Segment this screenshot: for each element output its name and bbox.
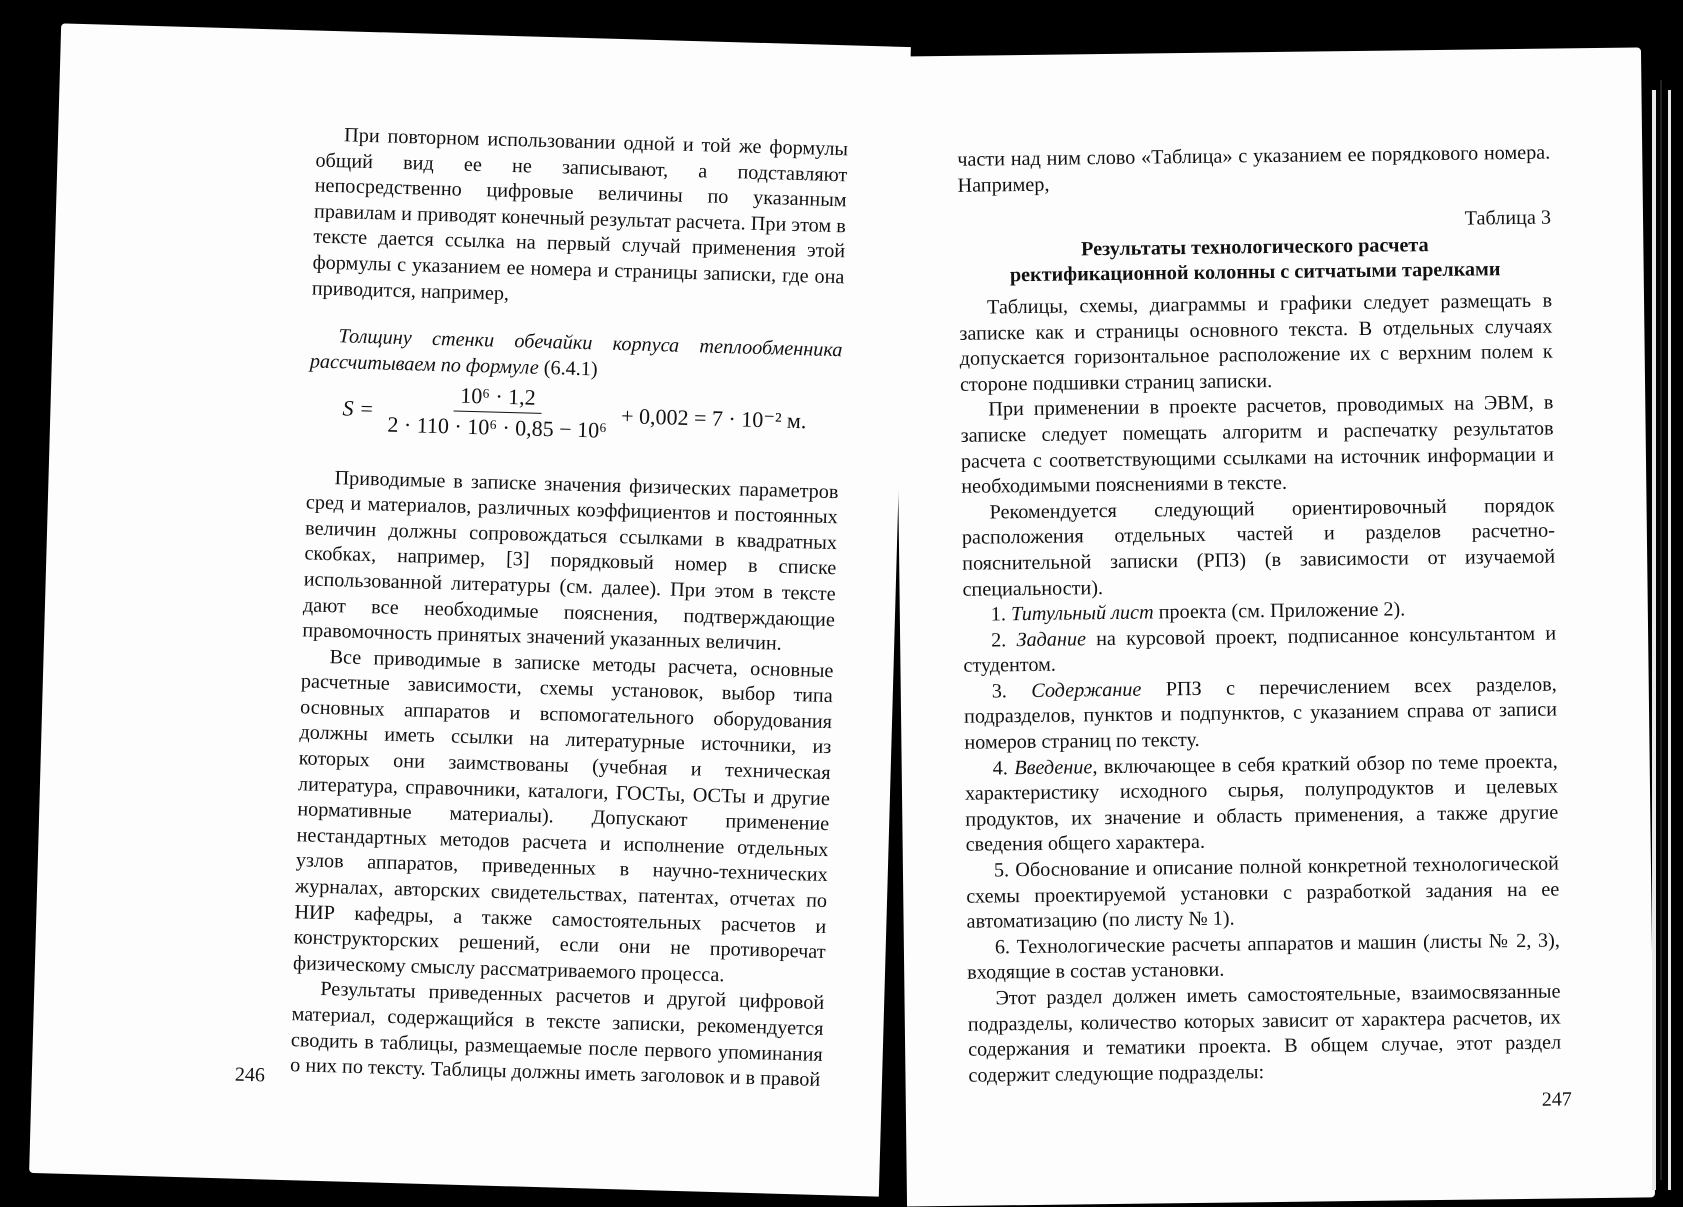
list-item-number: 2.: [991, 628, 1007, 652]
list-item-text: Обоснование и описание полной конкретной технологической схемы проектируемой установки с разработкой задания на ее автоматизацию (по листу № 1).: [966, 852, 1560, 933]
paragraph: Приводимые в записке значения физических параметров сред и материалов, различных коэффициентов и постоянных величин должны сопровождаться ссылками в квадратных скобках, например, [3] порядковый номер в списке использованной литературы (см. далее). При этом в тексте дают все необходимые пояснения, подтверждающие правомочность принятых значений указанных величин.: [302, 466, 839, 655]
formula-rhs: + 0,002 = 7 · 10⁻² м.: [620, 402, 807, 433]
page-number: 246: [234, 1063, 266, 1087]
list-item-number: 3.: [991, 680, 1008, 703]
list-item-number: 6.: [994, 936, 1011, 959]
list-item-number: 4.: [992, 756, 1008, 780]
table-label: Таблица 3: [1464, 206, 1552, 230]
paragraph: Все приводимые в записке методы расчета, основные расчетные зависимости, схемы установок, выбор типа основных аппаратов и вспомогательного оборудования должны иметь ссылки на литературные источники, из которых они заимствованы (учебная и техническая литература, справочники, каталоги, ГОСТы, ОСТы и другие нормативные материалы). Допускают применение нестандартных методов расчета и исполнение отдельных узлов аппаратов, приведенных в научно-технических журналах, авторских свидетельствах, патентах, отчетах по НИР кафедры, а также самостоятельных расчетов и конструкторских решений, если они не противоречат физическому смыслу рассматриваемого процесса.: [292, 645, 834, 987]
page-edge: [1652, 90, 1656, 1190]
list-item: [967, 928, 1561, 986]
paragraph: Таблицы, схемы, диаграммы и графики следует размещать в записке как и страницы основного текста. В отдельных случаях допускается горизонтальное расположение их с верхним полем к стороне подшивки страниц записки.: [959, 289, 1553, 396]
list-item-title: Титульный лист: [1010, 601, 1154, 626]
list-item-title: Введение: [1014, 755, 1093, 779]
formula-intro-italic: Толщину стенки обечайки корпуса теплообменника рассчитываем по формуле: [309, 325, 843, 379]
paragraph: Рекомендуется следующий ориентировочный порядок расположения отдельных частей и разделов расчетно-пояснительной записки (РПЗ) (в зависимости от изучаемой специальности).: [961, 494, 1556, 601]
list-item-text: Технологические расчеты аппаратов и машин (листы № 2, 3), входящие в состав установки.: [967, 929, 1560, 985]
table-title: [958, 231, 1552, 289]
page-edge: [1668, 90, 1671, 1190]
formula-numerator: 10⁶ · 1,2: [454, 383, 542, 414]
paragraph: части над ним слово «Таблица» с указанием ее порядкового номера. Например,: [957, 141, 1551, 197]
right-text-column: [957, 141, 1561, 1090]
list-item-number: 1.: [990, 603, 1007, 626]
table-title-line: ректификационной колонны с ситчатыми тарелками: [1009, 258, 1501, 287]
paragraph: Результаты приведенных расчетов и другой цифровой материал, содержащийся в тексте записки, рекомендуется сводить в таблицы, размещаемые после первого упоминания о них по тексту. Таблицы должны иметь заголовок и в правой: [289, 978, 825, 1092]
page-edge-shadow: [1660, 80, 1662, 1180]
list-item-number: 5.: [993, 859, 1010, 882]
formula-ref: (6.4.1): [543, 356, 598, 381]
list-item-text: , включающее в себя краткий обзор по теме проекта, характеристику исходного сырья, полупродуктов и целевых продуктов, их значение и область применения, а также другие сведения общего характера.: [964, 750, 1559, 857]
paragraph: Этот раздел должен иметь самостоятельные, взаимосвязанные подразделы, количество которых зависит от характера расчетов, их содержания и тематики проекта. В общем случае, этот раздел содержит следующие подразделы:: [967, 980, 1562, 1087]
list-item: [966, 852, 1560, 936]
list-item-text: РПЗ с перечислением всех разделов, подразделов, пунктов и подпунктов, с указанием справа от записи номеров страниц по тексту.: [963, 673, 1558, 754]
left-text-column: [290, 123, 849, 1094]
paragraph: При повторном использовании одной и той же формулы общий вид ее не записывают, а подставляют непосредственно цифровые величины по указанным правилам и приводят конечный результат расчета. При этом в тексте дается ссылка на первый случай применения этой формулы с указанием ее номера и страницы записки, где она приводится, например,: [311, 124, 849, 305]
list-item-title: Задание: [1016, 627, 1087, 651]
paragraph: При применении в проекте расчетов, проводимых на ЭВМ, в записке следует помещать алгоритм и распечатку результатов расчета с соответствующими ссылками на источник информации и необходимыми пояснениями в тексте.: [960, 391, 1555, 498]
table-title-line: Результаты технологического расчета: [1080, 233, 1429, 261]
formula: [308, 379, 841, 450]
list-item: [963, 621, 1557, 679]
right-page: [893, 47, 1655, 1206]
list-item-title: Содержание: [1031, 678, 1142, 702]
formula-fraction: [381, 381, 614, 444]
list-item-text: на курсовой проект, подписанное консультантом и студентом.: [963, 622, 1557, 678]
page-number: 247: [1541, 1088, 1572, 1111]
list-item: [965, 749, 1559, 859]
formula-lhs: S =: [342, 395, 375, 421]
formula-denominator: 2 · 110 · 10⁶ · 0,85 − 10⁶: [387, 411, 608, 443]
list-item-text: проекта (см. Приложение 2).: [1153, 598, 1406, 624]
left-page: [29, 23, 911, 1196]
list-item: [964, 672, 1558, 756]
